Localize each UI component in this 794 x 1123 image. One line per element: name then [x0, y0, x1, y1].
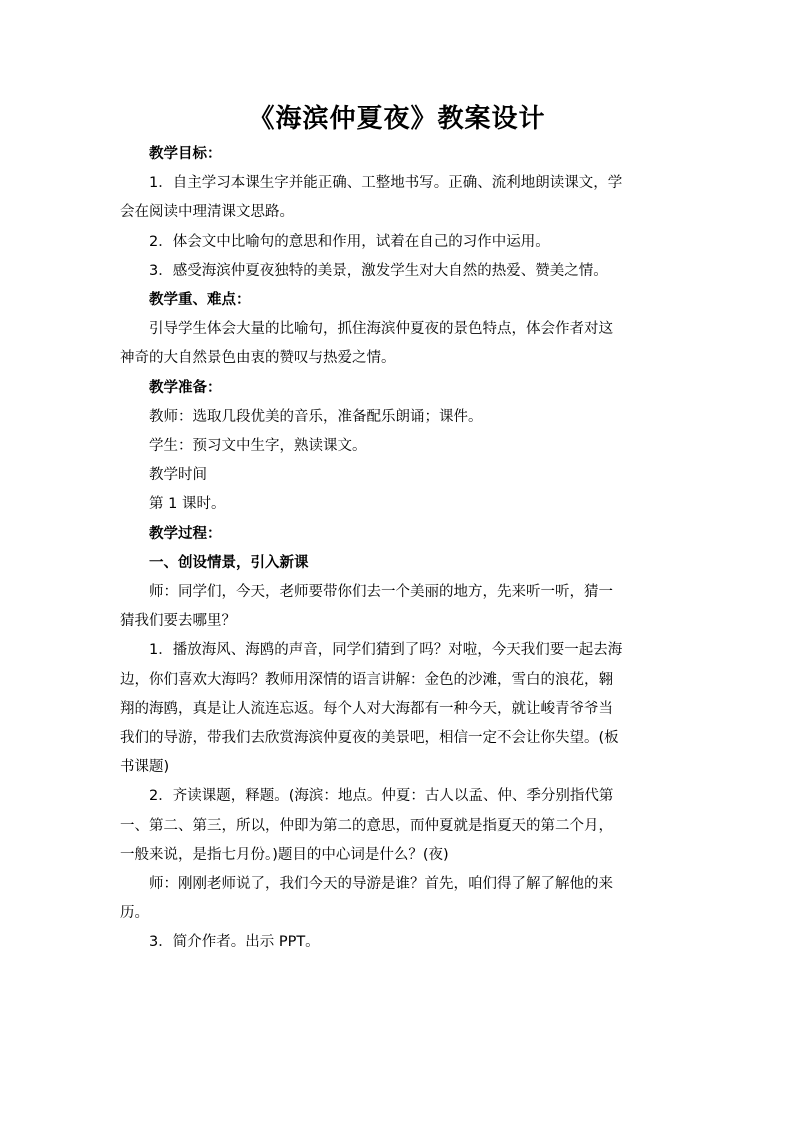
heading-teaching-process: 教学过程： [149, 525, 222, 542]
paragraph-2-line-4: 我们的导游，带我们去欣赏海滨仲夏夜的美景吧，相信一定不会让你失望。(板 [120, 730, 619, 747]
goal-2: 2．体会文中比喻句的意思和作用，试着在自己的习作中运用。 [149, 233, 550, 250]
paragraph-3-line-3: 一般来说，是指七月份。)题目的中心词是什么？(夜) [120, 846, 449, 863]
key-points-line-1: 引导学生体会大量的比喻句，抓住海滨仲夏夜的景色特点，体会作者对这 [149, 321, 613, 338]
heading-preparation: 教学准备： [149, 379, 222, 396]
teaching-time-label: 教学时间 [149, 467, 207, 484]
goal-3: 3．感受海滨仲夏夜独特的美景，激发学生对大自然的热爱、赞美之情。 [149, 262, 608, 279]
heading-teaching-goals: 教学目标： [149, 146, 222, 162]
paragraph-3-line-1: 2．齐读课题，释题。(海滨：地点。仲夏：古人以孟、仲、季分别指代第 [149, 788, 614, 805]
paragraph-4-line-1: 师：刚刚老师说了，我们今天的导游是谁？首先，咱们得了解了解他的来 [149, 876, 613, 893]
paragraph-1-line-1: 师：同学们，今天，老师要带你们去一个美丽的地方，先来听一听，猜一 [149, 584, 613, 601]
paragraph-1-line-2: 猜我们要去哪里？ [120, 613, 236, 630]
paragraph-1 [120, 578, 680, 636]
prep-student: 学生：预习文中生字，熟读课文。 [149, 438, 367, 455]
heading-key-points: 教学重、难点： [149, 292, 251, 309]
paragraph-2-line-1: 1．播放海风、海鸥的声音，同学们猜到了吗？对啦，今天我们要一起去海 [149, 642, 623, 659]
paragraph-2 [120, 636, 680, 782]
paragraph-2-line-2: 边，你们喜欢大海吗？教师用深情的语言讲解：金色的沙滩，雪白的浪花，翱 [120, 671, 613, 688]
paragraph-4 [120, 870, 680, 928]
paragraph-3-line-2: 一、第二、第三，所以，仲即为第二的意思，而仲夏就是指夏天的第二个月， [120, 817, 613, 834]
paragraph-2-line-5: 书课题) [120, 759, 170, 776]
prep-teacher: 教师：选取几段优美的音乐，准备配乐朗诵；课件。 [149, 408, 483, 425]
paragraph-4-line-2: 历。 [120, 905, 149, 922]
goal-1-line-2: 会在阅读中理清课文思路。 [120, 204, 294, 221]
document-body [120, 140, 680, 958]
section-1-heading: 一、创设情景，引入新课 [149, 554, 309, 571]
paragraph-2-line-3: 翔的海鸥，真是让人流连忘返。每个人对大海都有一种今天，就让峻青爷爷当 [120, 700, 613, 717]
goal-1 [120, 169, 680, 227]
teaching-time-value: 第 1 课时。 [149, 496, 226, 513]
document-title: 《海滨仲夏夜》教案设计 [248, 104, 546, 134]
paragraph-5: 3．简介作者。出示 PPT。 [149, 934, 320, 951]
key-points-text [120, 315, 680, 373]
key-points-line-2: 神奇的大自然景色由衷的赞叹与热爱之情。 [120, 350, 396, 367]
goal-1-line-1: 1．自主学习本课生字并能正确、工整地书写。正确、流利地朗读课文，学 [149, 175, 623, 192]
paragraph-3 [120, 782, 680, 870]
